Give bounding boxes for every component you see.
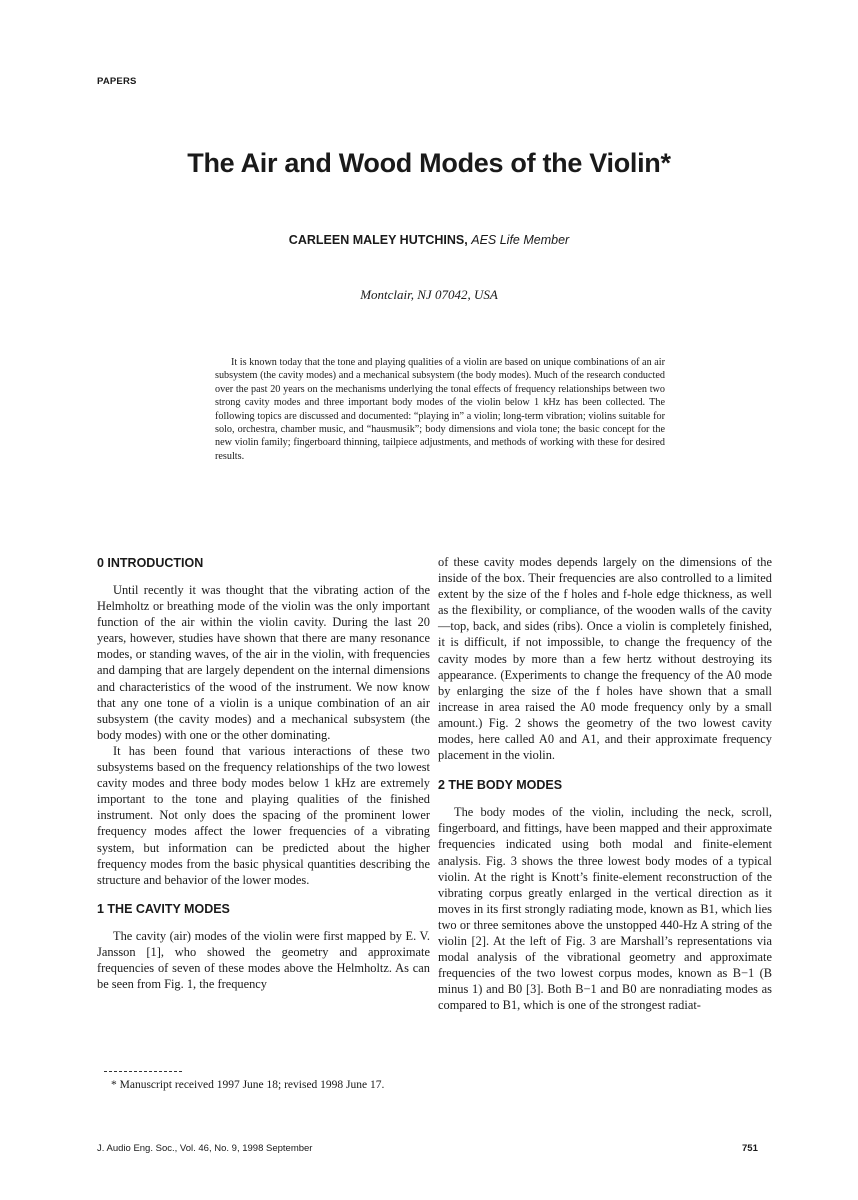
intro-paragraph-1: Until recently it was thought that the vibrating action of the Helmholtz or breathing mode of the violin was the only important function of the air within the violin cavity. During the last 20 years, however, studies have shown that there are many resonance modes, or standing waves, of the air in the violin, with frequencies and damping that are largely dependent on the internal dimensions and characteristics of the wood of the instrument. We now know that any one tone of a violin is a unique combination of an air subsystem (the cavity modes) and a mechanical subsystem (the body modes) with one or the other dominating. — [97, 583, 430, 742]
abstract: It is known today that the tone and playing qualities of a violin are based on unique combinations of an air subsystem (the cavity modes) and a mechanical subsystem (the body modes). Much of the research conducted over the past 20 years on the mechanisms underlying the tonal effects of frequency relationships between two strong cavity modes and three important body modes of the violin below 1 kHz has been collected. The following topics are discussed and documented: “playing in” a violin; long-term vibration; violins suitable for solo, orchestra, chamber music, and “hausmusik”; body dimensions and viola tone; the basic concept for the new violin family; fingerboard thinning, tailpiece adjustments, and methods of working with these for desired results. — [215, 357, 665, 462]
body-modes-paragraph-1: The body modes of the violin, including the neck, scroll, fingerboard, and fittings, have been mapped and their approximate frequencies indicated using both modal and finite-element analysis. Fig. 3 shows the three lowest body modes of a typical violin. At the right is Knott’s finite-element reconstruction of the vibrating corpus greatly enlarged in the vertical direction as it moves in its first strongly radiating mode, known as B1, which lies two or three semitones above the unstopped 440-Hz A string of the violin [2]. At the left of Fig. 3 are Marshall’s representations via modal analysis of the vibrational geometry and approximate frequencies of the two lowest corpus modes, known as B−1 (B minus 1) and B0 [3]. Both B−1 and B0 are nonradiating modes as compared to B1, which is one of the strongest radiat- — [438, 805, 772, 1013]
page-number: 751 — [742, 1143, 758, 1154]
right-column — [438, 554, 772, 1013]
byline — [0, 233, 858, 247]
footnote-divider — [104, 1071, 182, 1072]
cavity-paragraph-1: The cavity (air) modes of the violin were first mapped by E. V. Jansson [1], who showed the geometry and approximate frequencies of seven of these modes above the Helmholtz. As can be seen from Fig. 1, the frequency — [97, 928, 430, 992]
heading-body-modes: 2 THE BODY MODES — [438, 778, 563, 793]
cavity-paragraph-1-continued: of these cavity modes depends largely on the dimensions of the inside of the box. Their frequencies are also controlled to a limited extent by the size of the f holes and f-hole edge thickness, as well as the flexibility, or compliance, of the wooden walls of the cavity—top, back, and sides (ribs). Once a violin is completely finished, it is difficult, if not impossible, to change the frequency of the cavity modes by more than a few hertz without destroying its appearance. (Experiments to change the frequency of the A0 mode by enlarging the size of the f holes have shown that a small increase in area raised the A0 mode frequency only by a small amount.) Fig. 2 shows the geometry of the two lowest cavity modes, here called A0 and A1, and their approximate frequency placement in the violin. — [438, 555, 772, 763]
footer-citation: J. Audio Eng. Soc., Vol. 46, No. 9, 1998 September — [97, 1143, 313, 1154]
intro-paragraph-2: It has been found that various interactions of these two subsystems based on the frequency relationships of the two lowest cavity modes and three body modes below 1 kHz are extremely important to the tone and playing qualities of the finished instrument. Not only does the spacing of the prominent lower frequency modes affect the lower frequencies of a vibrating system, but information can be predicted about the higher frequency modes from the basic physical quantities describing the structure and behavior of the lower modes. — [97, 743, 430, 887]
footnote: * Manuscript received 1997 June 18; revised 1998 June 17. — [111, 1079, 385, 1091]
section-label: PAPERS — [97, 76, 137, 87]
author-affiliation: AES Life Member — [471, 233, 570, 247]
left-column — [97, 555, 430, 992]
heading-cavity-modes: 1 THE CAVITY MODES — [97, 901, 230, 916]
heading-introduction: 0 INTRODUCTION — [97, 556, 204, 570]
author-location: Montclair, NJ 07042, USA — [360, 287, 498, 302]
author-name: CARLEEN MALEY HUTCHINS, — [288, 233, 468, 247]
paper-title: The Air and Wood Modes of the Violin* — [187, 148, 671, 178]
